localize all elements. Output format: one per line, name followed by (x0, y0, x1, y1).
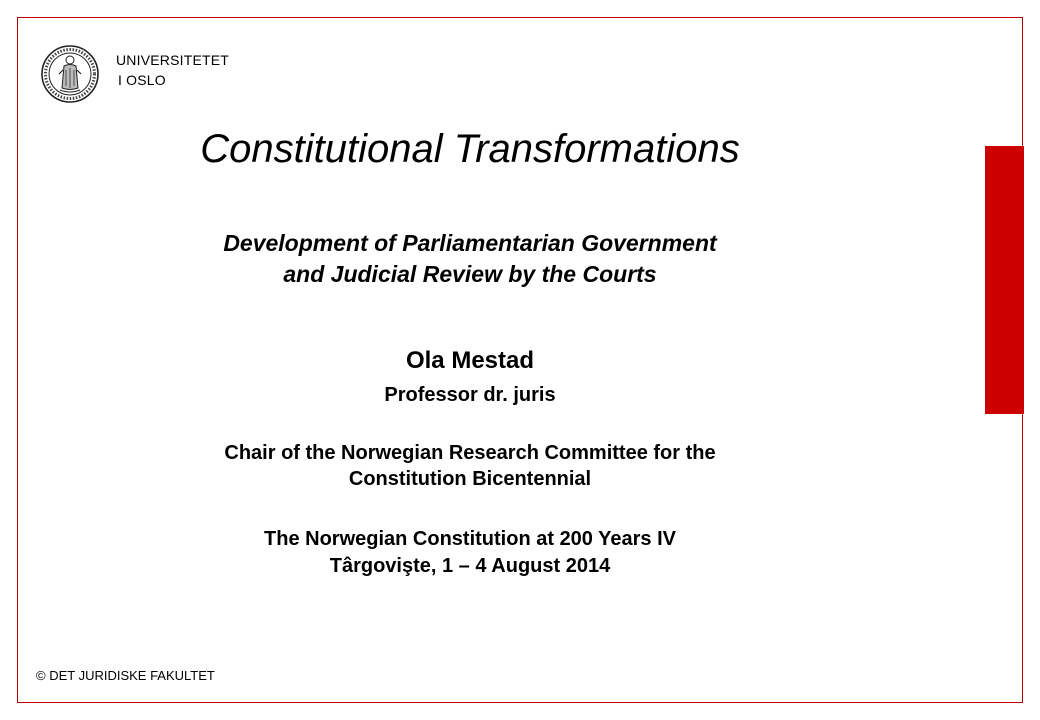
event-info (0, 526, 940, 580)
footer-copyright: © DET JURIDISKE FAKULTET (36, 668, 215, 683)
affiliation-line1: Chair of the Norwegian Research Committee for the (224, 442, 716, 464)
event-name: The Norwegian Constitution at 200 Years IV (264, 528, 676, 550)
slide-subtitle (0, 228, 940, 290)
author-affiliation (0, 440, 940, 492)
accent-bar (985, 146, 1024, 414)
affiliation-line2: Constitution Bicentennial (348, 468, 592, 490)
subtitle-line1: Development of Parliamentarian Government (223, 230, 717, 256)
slide-title: Constitutional Transformations (200, 127, 740, 171)
event-place-date: Târgovişte, 1 – 4 August 2014 (329, 555, 611, 577)
subtitle-line2: and Judicial Review by the Courts (283, 261, 657, 287)
university-name-line2: I OSLO (118, 72, 166, 88)
university-name-line1: UNIVERSITETET (116, 52, 230, 68)
author-title: Professor dr. juris (384, 384, 556, 406)
university-name (116, 50, 229, 90)
university-seal-icon (40, 44, 100, 104)
author-name: Ola Mestad (405, 347, 535, 374)
